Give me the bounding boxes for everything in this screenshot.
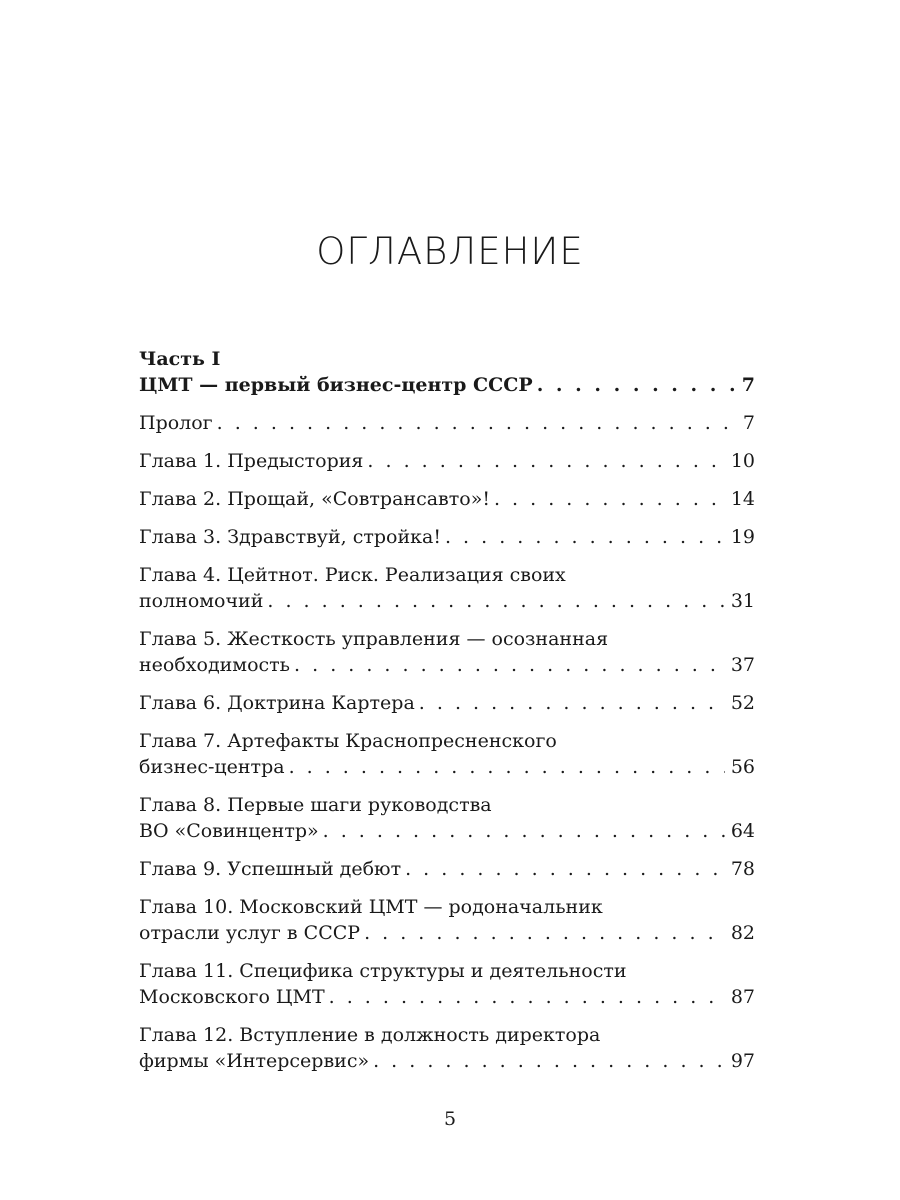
dot-leader xyxy=(494,486,725,512)
dot-leader xyxy=(367,448,724,474)
table-of-contents xyxy=(139,346,755,1086)
toc-entry-page: 56 xyxy=(730,756,755,778)
toc-entry-title-line: Глава 4. Цейтнот. Риск. Реализация своих xyxy=(139,564,566,586)
toc-entry-page: 7 xyxy=(742,412,755,434)
toc-entry-title-line: Глава 7. Артефакты Краснопресненского xyxy=(139,730,557,752)
toc-entry[interactable] xyxy=(139,410,755,436)
toc-entry-title-line: Глава 5. Жесткость управления — осознанная xyxy=(139,628,609,650)
toc-entry[interactable] xyxy=(139,894,755,946)
dot-leader xyxy=(405,856,725,882)
toc-entry-title: Глава 9. Успешный дебют xyxy=(139,858,402,880)
toc-entry-list xyxy=(139,410,755,1074)
toc-entry[interactable] xyxy=(139,626,755,678)
toc-entry-page: 97 xyxy=(730,1050,755,1072)
toc-entry-page: 31 xyxy=(730,590,755,612)
toc-entry-title: ЦМТ — первый бизнес-центр СССР xyxy=(139,374,533,396)
toc-entry[interactable] xyxy=(139,690,755,716)
toc-entry-title-line: Глава 12. Вступление в должность директора xyxy=(139,1024,601,1046)
toc-entry[interactable] xyxy=(139,958,755,1010)
toc-entry[interactable] xyxy=(139,486,755,512)
toc-entry-title: Московского ЦМТ xyxy=(139,986,325,1008)
toc-entry-page: 14 xyxy=(730,488,755,510)
dot-leader xyxy=(419,690,725,716)
toc-entry[interactable] xyxy=(139,856,755,882)
dot-leader xyxy=(445,524,725,550)
dot-leader xyxy=(537,372,736,398)
toc-entry[interactable] xyxy=(139,562,755,614)
toc-entry-part[interactable] xyxy=(139,372,755,398)
toc-entry[interactable] xyxy=(139,1022,755,1074)
toc-entry-title-line: Глава 10. Московский ЦМТ — родоначальник xyxy=(139,896,603,918)
toc-entry-page: 82 xyxy=(730,922,755,944)
dot-leader xyxy=(217,410,737,436)
dot-leader xyxy=(289,754,725,780)
page-number: 5 xyxy=(443,1108,457,1130)
toc-entry-title: фирмы «Интерсервис» xyxy=(139,1050,370,1072)
toc-entry-title: бизнес-центра xyxy=(139,756,285,778)
toc-entry-page: 87 xyxy=(730,986,755,1008)
toc-entry-title: Пролог xyxy=(139,412,213,434)
toc-entry-title: Глава 6. Доктрина Картера xyxy=(139,692,415,714)
toc-entry-title: необходимость xyxy=(139,654,291,676)
toc-entry-title: ВО «Совинцентр» xyxy=(139,820,319,842)
dot-leader xyxy=(323,818,725,844)
toc-entry-title: Глава 1. Предыстория xyxy=(139,450,364,472)
toc-entry[interactable] xyxy=(139,792,755,844)
toc-entry-title: полномочий xyxy=(139,590,264,612)
toc-entry-page: 64 xyxy=(730,820,755,842)
toc-entry[interactable] xyxy=(139,448,755,474)
part-label: Часть I xyxy=(139,348,221,370)
page-title: ОГЛАВЛЕНИЕ xyxy=(316,230,584,273)
toc-entry-page: 78 xyxy=(730,858,755,880)
toc-entry-page: 10 xyxy=(730,450,755,472)
toc-entry-title: Глава 3. Здравствуй, стройка! xyxy=(139,526,441,548)
dot-leader xyxy=(329,984,725,1010)
dot-leader xyxy=(373,1048,725,1074)
toc-entry[interactable] xyxy=(139,524,755,550)
dot-leader xyxy=(294,652,725,678)
toc-entry-title: отрасли услуг в СССР xyxy=(139,922,361,944)
toc-entry-page: 19 xyxy=(730,526,755,548)
dot-leader xyxy=(267,588,724,614)
dot-leader xyxy=(364,920,725,946)
toc-entry-title-line: Глава 11. Специфика структуры и деятельности xyxy=(139,960,627,982)
toc-entry-page: 52 xyxy=(730,692,755,714)
toc-entry-page: 37 xyxy=(730,654,755,676)
toc-entry-page: 7 xyxy=(741,374,755,396)
toc-entry[interactable] xyxy=(139,728,755,780)
toc-entry-title-line: Глава 8. Первые шаги руководства xyxy=(139,794,492,816)
toc-entry-title: Глава 2. Прощай, «Совтрансавто»! xyxy=(139,488,490,510)
